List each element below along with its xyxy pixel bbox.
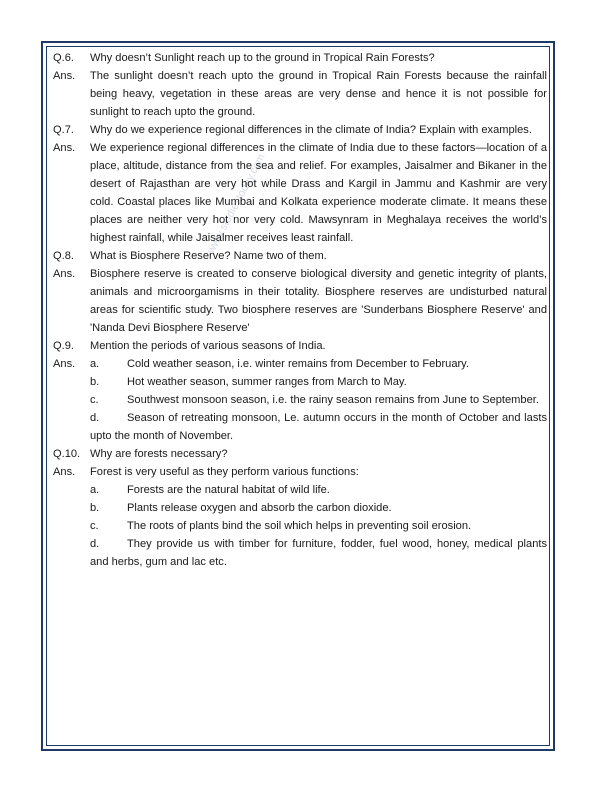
list-item-text: The roots of plants bind the soil which helps in preventing soil erosion. [127, 520, 472, 532]
list-item [90, 355, 547, 373]
question-label: Q.9. [53, 340, 74, 352]
list-item-text: Season of retreating monsoon, Le. autumn occurs in the month of October and lasts upto the month of November. [90, 412, 547, 442]
list-item [90, 409, 547, 445]
answer-10 [53, 463, 547, 571]
answer-label: Ans. [53, 466, 76, 478]
list-item [90, 481, 547, 499]
list-item-letter: a. [90, 358, 100, 370]
question-7 [53, 121, 547, 139]
answer-8 [53, 265, 547, 337]
answer-text: We experience regional differences in the climate of India due to these factors—location of a place, altitude, distance from the sea and relief. For examples, Jaisalmer and Bikaner in the desert of Rajasthan are very hot while Drass and Kargil in Jammu and Kashmir are very cold. Coastal places like Mumbai and Kolkata experience moderate climate. It means these places are neither very hot nor very cold. Mawsynram in Meghalaya receives the world’s highest rainfall, while Jaisalmer receives least rainfall. [90, 142, 547, 244]
answer-9 [53, 355, 547, 445]
question-text: What is Biosphere Reserve? Name two of them. [90, 250, 327, 262]
question-6 [53, 49, 547, 67]
list-item-text: Southwest monsoon season, i.e. the rainy season remains from June to September. [127, 394, 539, 406]
answer-6 [53, 67, 547, 121]
question-9 [53, 337, 547, 355]
list-item [90, 499, 547, 517]
answer-7 [53, 139, 547, 247]
list-item-letter: d. [90, 412, 100, 424]
list-item-text: They provide us with timber for furniture, fodder, fuel wood, honey, medical plants and herbs, gum and lac etc. [90, 538, 547, 568]
answer-label: Ans. [53, 358, 76, 370]
question-label: Q.7. [53, 124, 74, 136]
question-label: Q.6. [53, 52, 74, 64]
list-item-text: Hot weather season, summer ranges from March to May. [127, 376, 407, 388]
list-item-letter: c. [90, 520, 99, 532]
question-text: Mention the periods of various seasons of India. [90, 340, 326, 352]
question-text: Why do we experience regional differences in the climate of India? Explain with examples. [90, 124, 532, 136]
answer-intro: Forest is very useful as they perform various functions: [90, 466, 359, 478]
answer-label: Ans. [53, 268, 76, 280]
document-body [53, 49, 547, 571]
list-item-text: Cold weather season, i.e. winter remains from December to February. [127, 358, 469, 370]
list-item-letter: c. [90, 394, 99, 406]
answer-label: Ans. [53, 142, 76, 154]
list-item [90, 517, 547, 535]
list-item-letter: b. [90, 376, 100, 388]
list-item-text: Forests are the natural habitat of wild life. [127, 484, 330, 496]
question-label: Q.8. [53, 250, 74, 262]
answer-text: The sunlight doesn’t reach upto the ground in Tropical Rain Forests because the rainfall being heavy, vegetation in these areas are very dense and hence it is not possible for sunlight to reach upto the ground. [90, 70, 547, 118]
list-item [90, 373, 547, 391]
list-item [90, 391, 547, 409]
question-10 [53, 445, 547, 463]
answer-list [90, 463, 547, 571]
question-label: Q.10. [53, 448, 81, 460]
watermark: www.studiestoday.com [205, 151, 268, 256]
list-item [90, 535, 547, 571]
list-item-letter: d. [90, 538, 100, 550]
answer-text: Biosphere reserve is created to conserve biological diversity and genetic integrity of plants, animals and microorgamisms in their totality. Biosphere reserves are undisturbed natural areas for scientific study. Two biosphere reserves are 'Sunderbans Biosphere Reserve' and 'Nanda Devi Biosphere Reserve' [90, 268, 547, 334]
list-item-letter: b. [90, 502, 100, 514]
question-8 [53, 247, 547, 265]
answer-list [90, 355, 547, 445]
question-text: Why doesn’t Sunlight reach up to the ground in Tropical Rain Forests? [90, 52, 435, 64]
question-text: Why are forests necessary? [90, 448, 228, 460]
list-item-text: Plants release oxygen and absorb the carbon dioxide. [127, 502, 392, 514]
list-item-letter: a. [90, 484, 100, 496]
answer-label: Ans. [53, 70, 76, 82]
